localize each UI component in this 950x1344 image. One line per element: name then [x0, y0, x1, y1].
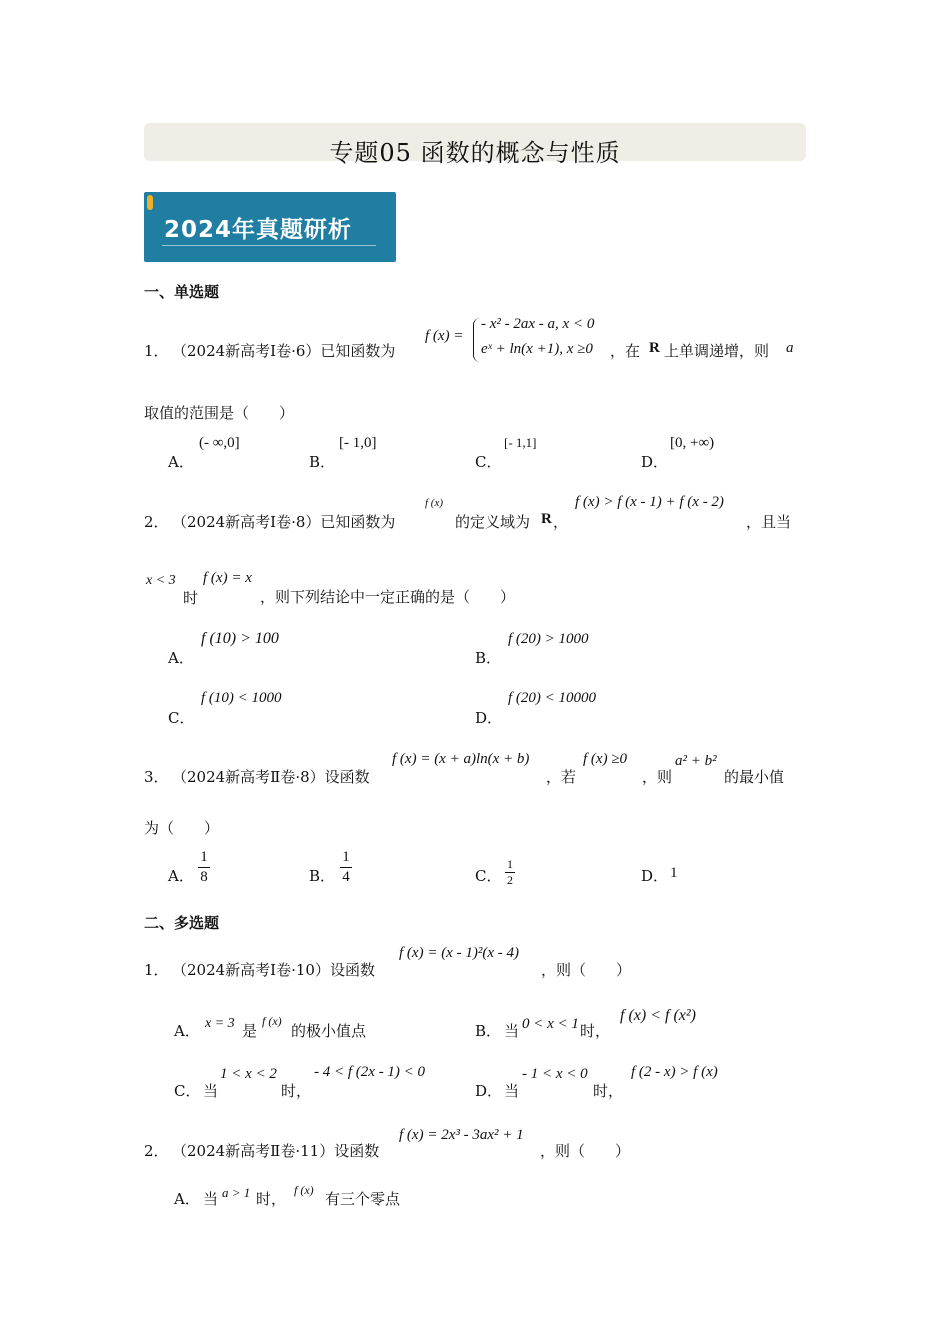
q1-piece1: - x² - 2ax - a, x < 0 [481, 316, 595, 332]
q2-option-d-label[interactable]: D． [475, 709, 503, 727]
q1-R: R [649, 340, 660, 356]
q3-option-b-num: 1 [342, 849, 350, 865]
q3-option-c[interactable] [505, 858, 515, 887]
q3-option-a-den: 8 [200, 869, 208, 885]
q3-option-a[interactable] [198, 849, 210, 886]
m1-option-c-cond[interactable]: 1 < x < 2 [220, 1066, 277, 1082]
m1-option-a-fx: f (x) [262, 1014, 282, 1028]
q2-ineq: f (x) > f (x - 1) + f (x - 2) [575, 494, 724, 510]
m2-option-a-label[interactable]: A． [174, 1190, 200, 1208]
m1-tail: ，则（ ） [541, 961, 632, 979]
q2-tail: ，则下列结论中一定正确的是（ ） [260, 588, 516, 606]
q3-option-a-label[interactable]: A． [168, 867, 194, 885]
m1-option-d-cond[interactable]: - 1 < x < 0 [522, 1066, 588, 1082]
m1-option-a-x[interactable]: x = 3 [205, 1016, 235, 1031]
m1-option-c-label[interactable]: C． [174, 1082, 201, 1100]
q3-option-c-den: 2 [507, 873, 513, 887]
q3-option-a-bar [198, 867, 210, 868]
m1-option-d-shi: 时， [593, 1082, 624, 1100]
q2-source: （2024新高考Ⅰ卷·8）已知函数为 [172, 513, 396, 531]
m1-option-a-label[interactable]: A． [174, 1022, 200, 1040]
banner-underline [162, 245, 376, 246]
q3-fx: f (x) = (x + a)ln(x + b) [392, 751, 530, 767]
m1-option-d-dang: 当 [504, 1082, 520, 1100]
m1-option-a-tail: 的极小值点 [291, 1022, 367, 1040]
q3-expr: a² + b² [675, 753, 717, 769]
q2-option-b[interactable]: f (20) > 1000 [508, 631, 589, 647]
q1-option-d[interactable]: [0, +∞) [670, 435, 715, 451]
q1-source: （2024新高考Ⅰ卷·6）已知函数为 [172, 342, 396, 360]
q2-then: ，且当 [746, 513, 792, 531]
q1-option-d-label[interactable]: D． [641, 453, 669, 471]
q2-option-a[interactable]: f (10) > 100 [201, 630, 279, 647]
q3-ze: ，则 [642, 768, 673, 786]
q3-source: （2024新高考Ⅱ卷·8）设函数 [172, 768, 370, 786]
title-bar [144, 123, 806, 167]
q3-cond: f (x) ≥0 [583, 751, 628, 767]
q3-ruo: ，若 [546, 768, 577, 786]
m2-option-a-cond[interactable]: a > 1 [222, 1185, 251, 1200]
m1-option-b-shi: 时， [580, 1022, 611, 1040]
banner-pin-icon [147, 195, 153, 210]
page-title: 专题05 函数的概念与性质 [329, 139, 621, 167]
q1-option-c-label[interactable]: C． [475, 453, 502, 471]
q2-shi: 时 [183, 589, 199, 607]
q3-option-d-label[interactable]: D． [641, 867, 669, 885]
q1-option-a-label[interactable]: A． [168, 453, 194, 471]
q2-fx: f (x) [425, 497, 444, 509]
q2-domain: 的定义域为 [455, 513, 531, 531]
q1-piece2: eˣ + ln(x +1), x ≥0 [481, 341, 593, 357]
m1-source: （2024新高考Ⅰ卷·10）设函数 [172, 961, 375, 979]
m2-source: （2024新高考Ⅱ卷·11）设函数 [172, 1142, 380, 1160]
m2-fx: f (x) = 2x³ - 3ax² + 1 [399, 1127, 524, 1143]
m2-number: 2． [144, 1142, 169, 1160]
m1-number: 1． [144, 961, 169, 979]
q2-eq: f (x) = x [203, 570, 252, 586]
m1-option-b-label[interactable]: B． [475, 1022, 502, 1040]
q1-option-b[interactable]: [- 1,0] [339, 435, 377, 451]
m1-option-a-shi: 是 [242, 1022, 258, 1040]
banner-text: 2024年真题研析 [164, 217, 353, 243]
q1-option-a[interactable]: (- ∞,0] [199, 435, 240, 451]
q1-a: a [786, 340, 794, 356]
m2-option-a-fx: f (x) [294, 1183, 314, 1197]
q3-tail: 的最小值 [724, 768, 785, 786]
q1-fx: f (x) = [425, 328, 464, 344]
q1-line2: 取值的范围是（ ） [144, 404, 295, 422]
q2-cond: x < 3 [146, 573, 176, 588]
m2-tail: ，则（ ） [540, 1142, 631, 1160]
q1-tail: 上单调递增，则 [664, 342, 770, 360]
section-single-choice: 一、单选题 [144, 283, 220, 301]
q3-option-a-num: 1 [200, 849, 208, 865]
q2-option-b-label[interactable]: B． [475, 649, 502, 667]
m1-option-b-cond[interactable]: 0 < x < 1 [522, 1016, 579, 1032]
q3-option-b-bar [340, 867, 352, 868]
q3-option-b-den: 4 [342, 869, 350, 885]
q3-option-b-label[interactable]: B． [309, 867, 336, 885]
q1-option-c[interactable]: [- 1,1] [504, 435, 537, 450]
q3-option-b[interactable] [340, 849, 352, 886]
q1-brace [473, 318, 481, 362]
q3-line2: 为（ ） [144, 819, 220, 837]
q2-option-a-label[interactable]: A． [168, 649, 194, 667]
q3-option-d[interactable]: 1 [670, 865, 678, 881]
m1-option-b-dang: 当 [504, 1022, 520, 1040]
q1-number: 1． [144, 342, 169, 360]
m1-option-b-expr[interactable]: f (x) < f (x²) [620, 1007, 696, 1024]
section-multi-choice: 二、多选题 [144, 914, 220, 932]
m2-option-a-dang: 当 [203, 1190, 219, 1208]
m1-option-d-expr[interactable]: f (2 - x) > f (x) [631, 1064, 718, 1080]
q3-option-c-num: 1 [507, 857, 513, 871]
q2-comma: ， [553, 513, 569, 531]
year-banner [144, 192, 396, 262]
q2-option-c[interactable]: f (10) < 1000 [201, 690, 282, 706]
m1-option-c-shi: 时， [281, 1082, 312, 1100]
q3-number: 3． [144, 768, 169, 786]
m2-option-a-tail: 有三个零点 [325, 1190, 401, 1208]
q2-number: 2． [144, 513, 169, 531]
m1-fx: f (x) = (x - 1)²(x - 4) [399, 945, 519, 961]
q2-option-c-label[interactable]: C． [168, 709, 195, 727]
m1-option-c-dang: 当 [203, 1082, 219, 1100]
q2-R: R [541, 511, 552, 527]
q3-option-c-label[interactable]: C． [475, 867, 502, 885]
q1-option-b-label[interactable]: B． [309, 453, 336, 471]
m2-option-a-shi: 时， [256, 1190, 287, 1208]
q1-mid: ，在 [610, 342, 641, 360]
q2-option-d[interactable]: f (20) < 10000 [508, 690, 597, 706]
m1-option-d-label[interactable]: D． [475, 1082, 503, 1100]
m1-option-c-expr[interactable]: - 4 < f (2x - 1) < 0 [314, 1064, 426, 1080]
